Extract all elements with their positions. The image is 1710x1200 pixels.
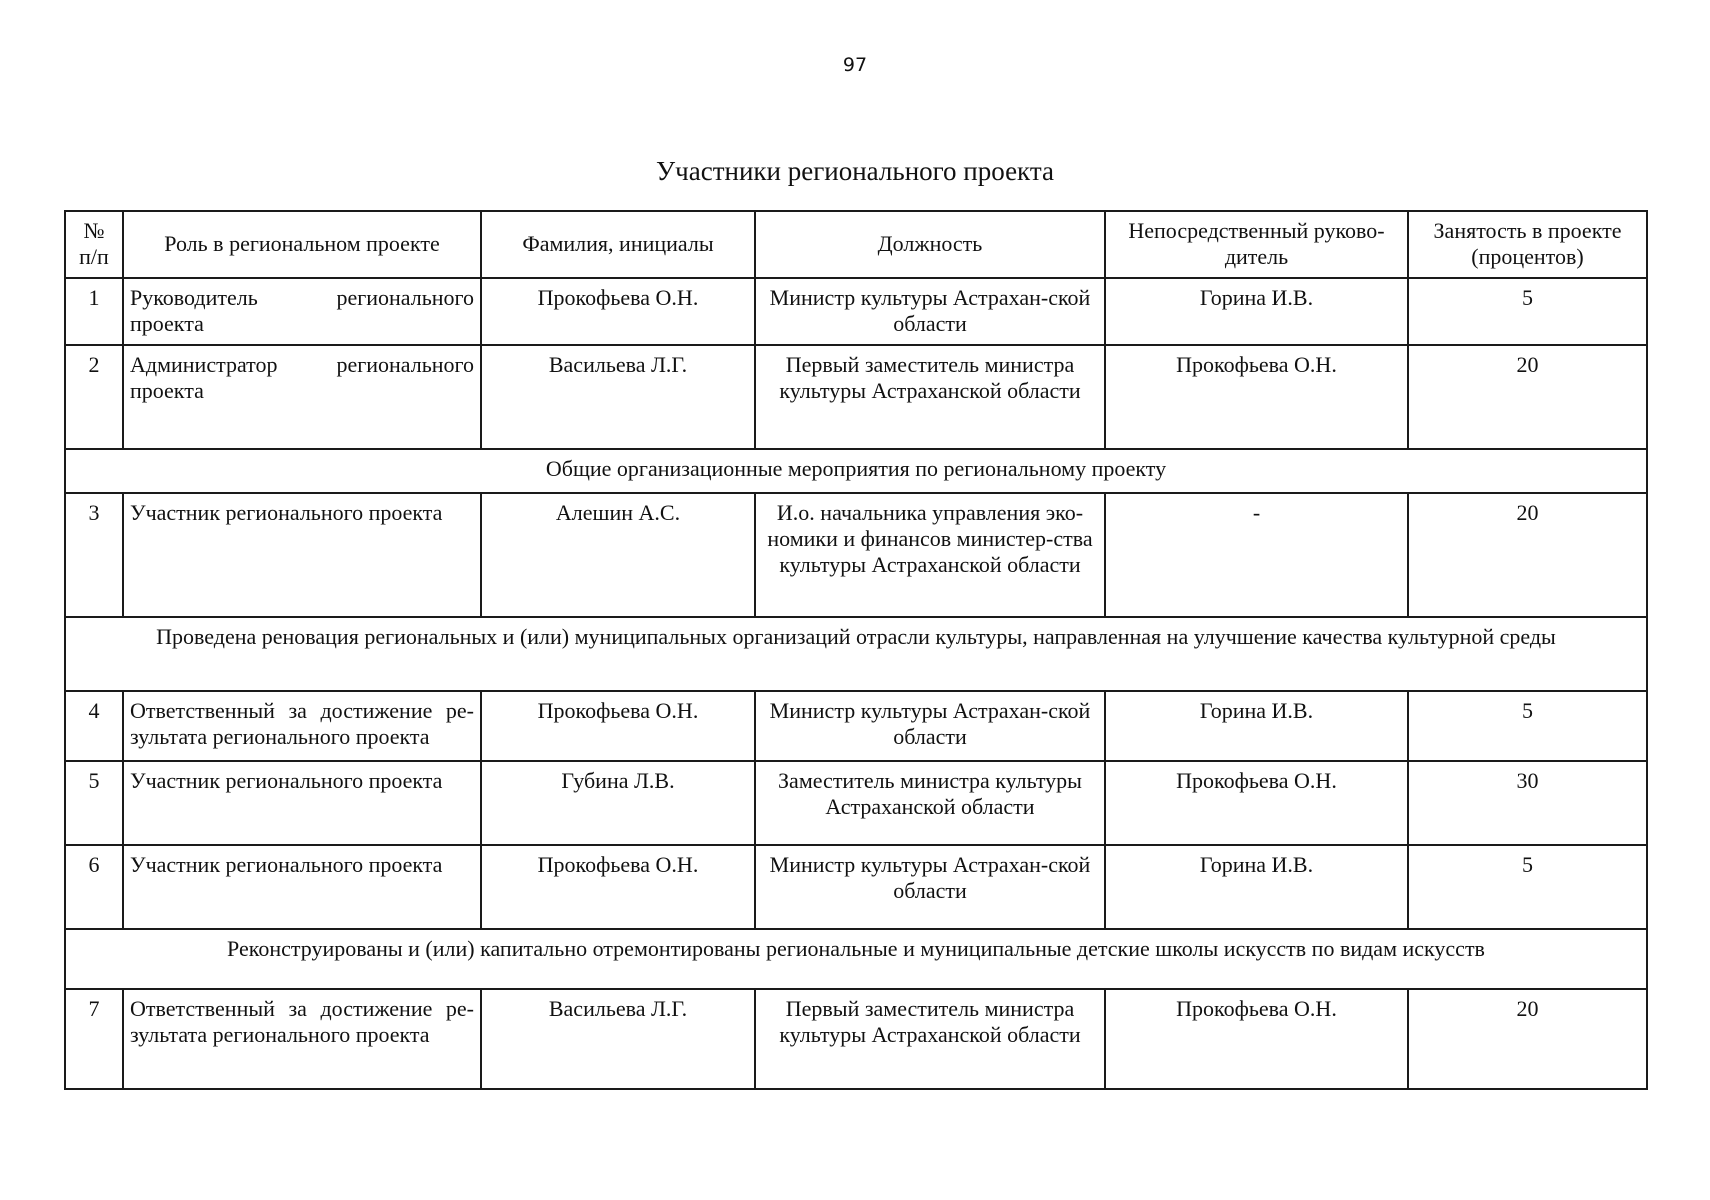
section-row [65,929,1647,989]
cell-employment: 20 [1408,989,1647,1089]
section-row [65,617,1647,691]
cell-name: Прокофьева О.Н. [481,845,755,929]
page-number: 97 [842,54,868,76]
cell-name: Васильева Л.Г. [481,345,755,449]
header-num: № п/п [65,211,123,278]
cell-num: 4 [65,691,123,761]
cell-position: Министр культуры Астрахан-ской области [755,278,1105,345]
table-row [65,761,1647,845]
cell-num: 3 [65,493,123,617]
header-supervisor: Непосредственный руково-дитель [1105,211,1408,278]
cell-name: Васильева Л.Г. [481,989,755,1089]
section-heading: Общие организационные мероприятия по региональному проекту [65,449,1647,493]
table-row [65,989,1647,1089]
cell-name: Прокофьева О.Н. [481,278,755,345]
cell-supervisor: Прокофьева О.Н. [1105,761,1408,845]
cell-name: Прокофьева О.Н. [481,691,755,761]
section-heading: Реконструированы и (или) капитально отремонтированы региональные и муниципальные детские школы искусств по видам искусств [65,929,1647,989]
cell-name: Губина Л.В. [481,761,755,845]
table-row [65,345,1647,449]
section-heading: Проведена реновация региональных и (или) муниципальных организаций отрасли культуры, направленная на улучшение качества культурной среды [65,617,1647,691]
cell-position: Министр культуры Астрахан-ской области [755,845,1105,929]
table-row [65,493,1647,617]
table-row [65,845,1647,929]
table-row [65,278,1647,345]
cell-name: Алешин А.С. [481,493,755,617]
cell-role: Администратор регионального проекта [123,345,481,449]
cell-num: 7 [65,989,123,1089]
cell-position: И.о. начальника управления эко-номики и финансов министер-ства культуры Астраханской области [755,493,1105,617]
cell-supervisor: Горина И.В. [1105,278,1408,345]
cell-supervisor: Горина И.В. [1105,845,1408,929]
cell-employment: 5 [1408,845,1647,929]
cell-position: Заместитель министра культуры Астраханской области [755,761,1105,845]
table-row [65,691,1647,761]
header-name: Фамилия, инициалы [481,211,755,278]
cell-position: Министр культуры Астрахан-ской области [755,691,1105,761]
cell-role: Ответственный за достижение ре-зультата регионального проекта [123,691,481,761]
cell-role: Руководитель регионального проекта [123,278,481,345]
participants-table [64,210,1648,1090]
section-row [65,449,1647,493]
page-title: Участники регионального проекта [656,156,1054,186]
cell-num: 5 [65,761,123,845]
cell-position: Первый заместитель министра культуры Астраханской области [755,989,1105,1089]
cell-role: Участник регионального проекта [123,761,481,845]
cell-role: Участник регионального проекта [123,845,481,929]
table-header-row [65,211,1647,278]
cell-supervisor: Прокофьева О.Н. [1105,345,1408,449]
cell-employment: 5 [1408,691,1647,761]
header-employment: Занятость в проекте (процентов) [1408,211,1647,278]
cell-supervisor: Прокофьева О.Н. [1105,989,1408,1089]
cell-position: Первый заместитель министра культуры Астраханской области [755,345,1105,449]
cell-num: 6 [65,845,123,929]
cell-role: Ответственный за достижение ре-зультата регионального проекта [123,989,481,1089]
cell-role: Участник регионального проекта [123,493,481,617]
cell-num: 2 [65,345,123,449]
cell-employment: 5 [1408,278,1647,345]
cell-num: 1 [65,278,123,345]
cell-supervisor: - [1105,493,1408,617]
header-position: Должность [755,211,1105,278]
cell-employment: 20 [1408,345,1647,449]
cell-employment: 30 [1408,761,1647,845]
cell-supervisor: Горина И.В. [1105,691,1408,761]
cell-employment: 20 [1408,493,1647,617]
header-role: Роль в региональном проекте [123,211,481,278]
